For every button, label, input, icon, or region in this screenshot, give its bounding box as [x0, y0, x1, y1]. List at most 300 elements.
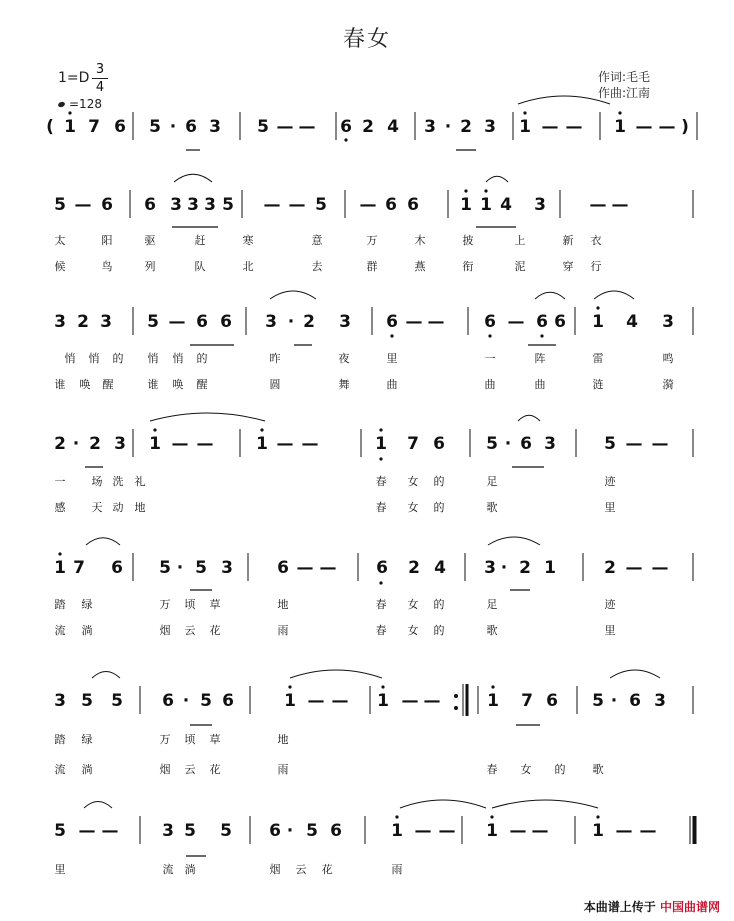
jianpu-note: 5	[486, 434, 498, 454]
dot-note: ·	[176, 558, 184, 578]
slur-tie	[486, 176, 508, 182]
score-title: 春女	[342, 27, 391, 52]
low-octave-dot	[344, 138, 347, 141]
jianpu-note: 3	[484, 117, 496, 137]
lyric-syllable: 里	[604, 501, 616, 514]
jianpu-note: 3	[221, 558, 233, 578]
slur-tie	[400, 800, 486, 808]
lyric-syllable: 迹	[604, 475, 616, 488]
dot-note: ·	[72, 434, 80, 454]
dash-note: —	[276, 434, 294, 454]
jianpu-note: 2	[89, 434, 101, 454]
lyric-syllable: 春	[375, 501, 387, 514]
jianpu-note: 3	[54, 312, 66, 332]
lyric-syllable: 淌	[184, 863, 196, 876]
lyric-syllable: 醒	[196, 378, 208, 391]
jianpu-note: 5	[195, 558, 207, 578]
lyric-syllable: 曲	[534, 378, 546, 391]
jianpu-note: 1	[256, 434, 268, 454]
lyric-syllable: 的	[433, 501, 445, 514]
high-octave-dot	[58, 552, 61, 555]
jianpu-note: 2	[460, 117, 472, 137]
jianpu-note: 6	[162, 691, 174, 711]
jianpu-note: 1	[460, 195, 472, 215]
lyric-syllable: 女	[520, 763, 532, 776]
lyric-syllable: 谁	[54, 378, 66, 391]
high-octave-dot	[379, 428, 382, 431]
lyric-syllable: 太	[54, 234, 66, 247]
composer-credit: 作曲:江南	[598, 86, 651, 100]
lyric-syllable: 队	[194, 260, 206, 273]
lyric-syllable: 燕	[414, 260, 426, 273]
lyric-syllable: 万	[159, 598, 171, 611]
lyric-syllable: 上	[514, 234, 526, 247]
dash-note: —	[401, 691, 419, 711]
jianpu-note: 3	[162, 821, 174, 841]
dash-note: —	[414, 821, 432, 841]
jianpu-note: 5	[604, 434, 616, 454]
tempo-value: =128	[69, 97, 102, 111]
jianpu-note: 5	[111, 691, 123, 711]
lyric-syllable: 女	[407, 501, 419, 514]
slur-tie	[84, 802, 112, 809]
lyric-syllable: 悄	[88, 352, 100, 365]
dash-note: —	[301, 434, 319, 454]
dash-note: —	[427, 312, 445, 332]
slur-tie	[270, 291, 316, 299]
jianpu-note: 2	[54, 434, 66, 454]
lyric-syllable: 赶	[194, 234, 206, 247]
lyric-syllable: 顷	[184, 733, 196, 746]
jianpu-note: 2	[362, 117, 374, 137]
dash-note: —	[589, 195, 607, 215]
dash-note: —	[651, 558, 669, 578]
lyric-syllable: 歌	[486, 501, 498, 514]
lyric-syllable: 夜	[338, 352, 350, 365]
jianpu-note: 3	[204, 195, 216, 215]
time-signature-top: 3	[95, 62, 105, 77]
time-signature-bottom: 4	[95, 80, 105, 95]
jianpu-note: 5	[159, 558, 171, 578]
lyric-syllable: 鸣	[662, 352, 674, 365]
lyric-syllable: 女	[407, 475, 419, 488]
lyric-syllable: 衣	[590, 234, 602, 247]
lyric-syllable: 礼	[134, 475, 146, 488]
slur-tie	[594, 291, 634, 299]
lyric-syllable: 云	[184, 763, 196, 776]
high-octave-dot	[395, 815, 398, 818]
lyric-syllable: 的	[196, 352, 208, 365]
dash-note: —	[331, 691, 349, 711]
lyric-syllable: 去	[311, 260, 323, 273]
lyric-syllable: 雨	[277, 763, 289, 776]
lyric-syllable: 歌	[486, 624, 498, 637]
lyric-syllable: 悄	[147, 352, 159, 365]
lyric-syllable: 新	[562, 234, 574, 247]
jianpu-note: 4	[500, 195, 512, 215]
dash-note: —	[296, 558, 314, 578]
lyric-syllable: 衔	[462, 260, 474, 273]
jianpu-note: 3	[662, 312, 674, 332]
jianpu-note: 2	[303, 312, 315, 332]
jianpu-note: 6	[536, 312, 548, 332]
lyric-syllable: 圆	[269, 378, 281, 391]
lyric-syllable: 的	[433, 475, 445, 488]
jianpu-note: 6	[222, 691, 234, 711]
lyric-syllable: 的	[433, 598, 445, 611]
slur-tie	[518, 415, 540, 421]
dash-note: —	[611, 195, 629, 215]
jianpu-note: 1	[486, 821, 498, 841]
jianpu-note: 6	[277, 558, 289, 578]
site-logo[interactable]: 中国曲谱网	[659, 900, 720, 914]
lyric-syllable: 流	[54, 624, 66, 637]
jianpu-note: 6	[196, 312, 208, 332]
jianpu-note: 4	[626, 312, 638, 332]
lyric-syllable: 雨	[391, 863, 403, 876]
lyric-syllable: 北	[242, 260, 254, 273]
lyric-syllable: 动	[112, 501, 124, 514]
jianpu-note: 6	[340, 117, 352, 137]
jianpu-note: 6	[101, 195, 113, 215]
dash-note: —	[288, 195, 306, 215]
lyric-syllable: 的	[433, 624, 445, 637]
dot-note: ·	[610, 691, 618, 711]
jianpu-note: 6	[185, 117, 197, 137]
lyric-syllable: 阳	[101, 234, 113, 247]
lyric-syllable: 昨	[269, 352, 281, 365]
dash-note: —	[438, 821, 456, 841]
lyric-syllable: 地	[134, 501, 146, 514]
lyric-syllable: 烟	[269, 863, 281, 876]
jianpu-note: 7	[88, 117, 100, 137]
lyric-syllable: 绿	[81, 598, 93, 611]
lyric-syllable: 女	[407, 598, 419, 611]
jianpu-note: 3	[54, 691, 66, 711]
dash-note: —	[298, 117, 316, 137]
dash-note: —	[319, 558, 337, 578]
lyric-syllable: 春	[375, 475, 387, 488]
jianpu-note: 5	[592, 691, 604, 711]
lyric-syllable: 雷	[592, 352, 604, 365]
lyric-syllable: 花	[209, 624, 221, 637]
low-octave-dot	[379, 457, 382, 460]
lyric-syllable: 烟	[159, 624, 171, 637]
low-octave-dot	[540, 334, 543, 337]
jianpu-note: 1	[375, 434, 387, 454]
jianpu-note: 6	[629, 691, 641, 711]
dash-note: —	[509, 821, 527, 841]
high-octave-dot	[288, 685, 291, 688]
jianpu-note: 6	[144, 195, 156, 215]
dot-note: ·	[504, 434, 512, 454]
jianpu-note: 5	[200, 691, 212, 711]
slur-tie	[610, 670, 660, 678]
dash-note: —	[423, 691, 441, 711]
dash-note: —	[625, 434, 643, 454]
lyric-syllable: 悄	[172, 352, 184, 365]
slur-tie	[150, 413, 265, 421]
lyric-syllable: 淌	[81, 624, 93, 637]
site-footer	[584, 898, 720, 915]
lyric-syllable: 群	[366, 260, 378, 273]
dot-note: ·	[169, 117, 177, 137]
lyric-syllable: 披	[462, 234, 474, 247]
dash-note: —	[639, 821, 657, 841]
lyric-syllable: 足	[486, 475, 498, 488]
lyric-syllable: 穿	[562, 260, 574, 273]
jianpu-note: 5	[54, 195, 66, 215]
lyric-syllable: 舞	[338, 378, 350, 391]
jianpu-note: )	[681, 117, 689, 137]
jianpu-note: 6	[546, 691, 558, 711]
jianpu-note: 1	[284, 691, 296, 711]
key-signature: 1=D	[58, 70, 90, 86]
lyric-syllable: 里	[386, 352, 398, 365]
high-octave-dot	[484, 189, 487, 192]
lyric-syllable: 悄	[64, 352, 76, 365]
repeat-dot	[454, 694, 458, 698]
jianpu-note: 6	[111, 558, 123, 578]
jianpu-note: 6	[386, 312, 398, 332]
jianpu-note: 3	[170, 195, 182, 215]
high-octave-dot	[381, 685, 384, 688]
jianpu-note: 3	[114, 434, 126, 454]
slur-tie	[518, 96, 610, 104]
high-octave-dot	[153, 428, 156, 431]
lyric-syllable: 踏	[54, 733, 66, 746]
lyric-syllable: 烟	[159, 763, 171, 776]
jianpu-note: 3	[654, 691, 666, 711]
jianpu-note: 4	[434, 558, 446, 578]
dot-note: ·	[444, 117, 452, 137]
lyric-syllable: 洗	[112, 475, 124, 488]
lyric-syllable: 地	[277, 598, 289, 611]
dash-note: —	[263, 195, 281, 215]
lyric-syllable: 足	[486, 598, 498, 611]
jianpu-note: 6	[376, 558, 388, 578]
dot-note: ·	[182, 691, 190, 711]
lyric-syllable: 醒	[102, 378, 114, 391]
lyric-syllable: 感	[54, 501, 66, 514]
high-octave-dot	[260, 428, 263, 431]
lyric-syllable: 花	[321, 863, 333, 876]
jianpu-note: 5	[149, 117, 161, 137]
lyric-syllable: 歌	[592, 763, 604, 776]
lyric-syllable: 天	[91, 501, 103, 514]
lyric-syllable: 曲	[484, 378, 496, 391]
dash-note: —	[651, 434, 669, 454]
jianpu-note: 6	[520, 434, 532, 454]
jianpu-note: 1	[519, 117, 531, 137]
lyric-syllable: 淌	[81, 763, 93, 776]
lyric-syllable: 候	[54, 260, 66, 273]
high-octave-dot	[491, 685, 494, 688]
high-octave-dot	[464, 189, 467, 192]
lyric-syllable: 谁	[147, 378, 159, 391]
high-octave-dot	[596, 815, 599, 818]
dash-note: —	[565, 117, 583, 137]
jianpu-note: 6	[385, 195, 397, 215]
jianpu-note: 5	[54, 821, 66, 841]
lyric-syllable: 里	[54, 863, 66, 876]
jianpu-note: 3	[209, 117, 221, 137]
jianpu-note: 2	[77, 312, 89, 332]
dash-note: —	[307, 691, 325, 711]
slur-tie	[492, 800, 598, 808]
high-octave-dot	[490, 815, 493, 818]
dash-note: —	[171, 434, 189, 454]
jianpu-note: 6	[484, 312, 496, 332]
jianpu-note: 1	[377, 691, 389, 711]
jianpu-note: 1	[614, 117, 626, 137]
jianpu-note: 5	[315, 195, 327, 215]
jianpu-note: 3	[265, 312, 277, 332]
jianpu-note: 6	[114, 117, 126, 137]
slur-tie	[488, 537, 540, 545]
dash-note: —	[405, 312, 423, 332]
jianpu-note: 5	[81, 691, 93, 711]
lyric-syllable: 草	[209, 733, 221, 746]
lyric-syllable: 一	[484, 352, 496, 365]
dot-note: ·	[286, 821, 294, 841]
lyric-syllable: 春	[486, 763, 498, 776]
jianpu-note: 6	[220, 312, 232, 332]
lyric-syllable: 万	[366, 234, 378, 247]
jianpu-note: 3	[339, 312, 351, 332]
jianpu-note: 1	[54, 558, 66, 578]
dash-note: —	[359, 195, 377, 215]
slur-tie	[174, 174, 212, 182]
lyric-syllable: 顷	[184, 598, 196, 611]
lyric-syllable: 寒	[242, 234, 254, 247]
lyric-syllable: 流	[162, 863, 174, 876]
lyric-syllable: 云	[184, 624, 196, 637]
jianpu-note: 3	[424, 117, 436, 137]
dash-note: —	[168, 312, 186, 332]
lyricist-credit: 作词:毛毛	[598, 70, 651, 84]
dash-note: —	[276, 117, 294, 137]
dash-note: —	[658, 117, 676, 137]
lyric-syllable: 阵	[534, 352, 546, 365]
lyric-syllable: 云	[295, 863, 307, 876]
high-octave-dot	[523, 111, 526, 114]
jianpu-note: 1	[487, 691, 499, 711]
lyric-syllable: 唤	[79, 378, 91, 391]
high-octave-dot	[68, 111, 71, 114]
low-octave-dot	[488, 334, 491, 337]
jianpu-note: 7	[521, 691, 533, 711]
jianpu-note: 3	[544, 434, 556, 454]
jianpu-note: 3	[484, 558, 496, 578]
jianpu-note: 7	[407, 434, 419, 454]
lyric-syllable: 踏	[54, 598, 66, 611]
jianpu-note: 6	[554, 312, 566, 332]
jianpu-note: 5	[257, 117, 269, 137]
slur-tie	[535, 292, 565, 299]
lyric-syllable: 的	[554, 763, 566, 776]
dash-note: —	[635, 117, 653, 137]
lyric-syllable: 春	[375, 624, 387, 637]
lyric-syllable: 万	[159, 733, 171, 746]
lyric-syllable: 泥	[514, 260, 526, 273]
jianpu-note: 1	[592, 821, 604, 841]
lyric-syllable: 绿	[81, 733, 93, 746]
jianpu-note: 2	[604, 558, 616, 578]
jianpu-note: 6	[330, 821, 342, 841]
dash-note: —	[541, 117, 559, 137]
dash-note: —	[531, 821, 549, 841]
slur-tie	[290, 670, 382, 678]
lyric-syllable: 意	[311, 234, 323, 247]
dot-note: ·	[287, 312, 295, 332]
jianpu-note: 6	[407, 195, 419, 215]
jianpu-note: 5	[184, 821, 196, 841]
lyric-syllable: 曲	[386, 378, 398, 391]
jianpu-note: 3	[534, 195, 546, 215]
slur-tie	[86, 538, 120, 545]
jianpu-note: 2	[519, 558, 531, 578]
lyric-syllable: 流	[54, 763, 66, 776]
lyric-syllable: 女	[407, 624, 419, 637]
lyric-syllable: 鸟	[101, 260, 113, 273]
jianpu-note: 4	[387, 117, 399, 137]
dash-note: —	[196, 434, 214, 454]
low-octave-dot	[390, 334, 393, 337]
lyric-syllable: 春	[375, 598, 387, 611]
jianpu-note: 1	[544, 558, 556, 578]
jianpu-note: 3	[100, 312, 112, 332]
lyric-syllable: 漪	[662, 378, 674, 391]
dash-note: —	[507, 312, 525, 332]
jianpu-note: 7	[73, 558, 85, 578]
low-octave-dot	[379, 581, 382, 584]
dash-note: —	[78, 821, 96, 841]
lyric-syllable: 驱	[144, 234, 156, 247]
jianpu-note: 1	[592, 312, 604, 332]
lyric-syllable: 木	[414, 234, 426, 247]
lyric-syllable: 一	[54, 475, 66, 488]
lyric-syllable: 涟	[592, 378, 604, 391]
lyric-syllable: 雨	[277, 624, 289, 637]
high-octave-dot	[618, 111, 621, 114]
lyric-syllable: 草	[209, 598, 221, 611]
lyric-syllable: 行	[590, 260, 602, 273]
jianpu-note: 5	[222, 195, 234, 215]
lyric-syllable: 花	[209, 763, 221, 776]
high-octave-dot	[596, 306, 599, 309]
dash-note: —	[615, 821, 633, 841]
lyric-syllable: 里	[604, 624, 616, 637]
jianpu-note: 1	[149, 434, 161, 454]
lyric-syllable: 的	[112, 352, 124, 365]
jianpu-note: (	[46, 117, 54, 137]
lyric-syllable: 场	[91, 475, 103, 488]
jianpu-note: 5	[220, 821, 232, 841]
jianpu-note: 6	[269, 821, 281, 841]
jianpu-note: 5	[306, 821, 318, 841]
jianpu-note: 2	[408, 558, 420, 578]
dash-note: —	[625, 558, 643, 578]
dash-note: —	[101, 821, 119, 841]
dash-note: —	[74, 195, 92, 215]
jianpu-note: 1	[64, 117, 76, 137]
footer-text: 本曲谱上传于	[583, 900, 656, 914]
lyric-syllable: 唤	[172, 378, 184, 391]
jianpu-note: 1	[480, 195, 492, 215]
jianpu-note: 5	[147, 312, 159, 332]
lyric-syllable: 迹	[604, 598, 616, 611]
